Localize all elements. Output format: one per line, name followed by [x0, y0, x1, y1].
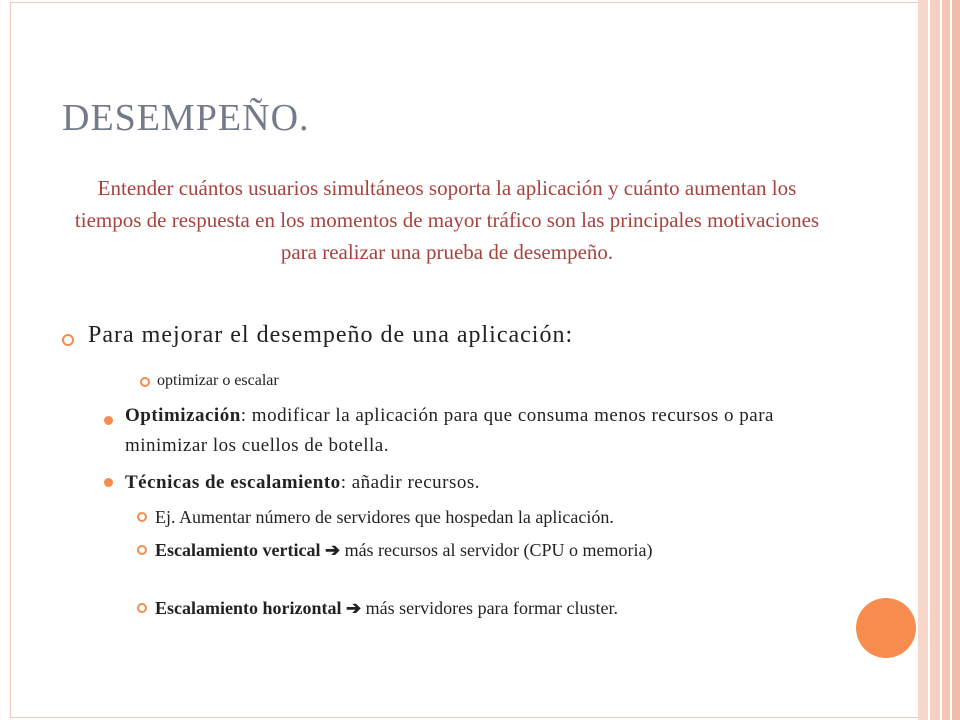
horizontal-term: Escalamiento horizontal: [155, 598, 342, 618]
dot-bullet-icon: [104, 416, 113, 425]
ring-bullet-icon: [137, 603, 147, 613]
scaling-text: : añadir recursos.: [340, 472, 480, 493]
arrow-right-icon: ➔: [341, 598, 366, 618]
arrow-right-icon: ➔: [320, 540, 345, 560]
scaling-term: Técnicas de escalamiento: [125, 472, 341, 493]
intro-paragraph: Entender cuántos usuarios simultáneos soporta la aplicación y cuánto aumentan los tiempos de respuesta en los momentos de mayor tráfico son las principales motivaciones para realizar una prueba de desempeño.: [74, 176, 820, 264]
decorative-side-stripes: [918, 0, 960, 720]
vertical-term: Escalamiento vertical: [155, 540, 321, 560]
scaling-item: [125, 468, 825, 498]
sub-point: optimizar o escalar: [157, 372, 279, 389]
ring-bullet-icon: [137, 512, 147, 522]
horizontal-text: más servidores para formar cluster.: [365, 598, 618, 618]
decorative-orange-circle: [856, 598, 916, 658]
ring-bullet-icon: [140, 377, 150, 387]
slide-title: DESEMPEÑO.: [62, 97, 310, 139]
horizontal-scaling-item: [155, 594, 815, 622]
ring-bullet-icon: [62, 334, 74, 346]
vertical-text: más recursos al servidor (CPU o memoria): [344, 540, 653, 560]
optimization-term: Optimización: [125, 405, 241, 426]
example-item: Ej. Aumentar número de servidores que hospedan la aplicación.: [155, 507, 614, 527]
optimization-item: [125, 401, 825, 461]
ring-bullet-icon: [137, 545, 147, 555]
vertical-scaling-item: [155, 536, 815, 564]
optimization-text: : modificar la aplicación para que consuma menos recursos o para minimizar los cuellos de botella.: [125, 405, 774, 456]
main-point: Para mejorar el desempeño de una aplicación:: [88, 322, 574, 348]
dot-bullet-icon: [104, 478, 113, 487]
